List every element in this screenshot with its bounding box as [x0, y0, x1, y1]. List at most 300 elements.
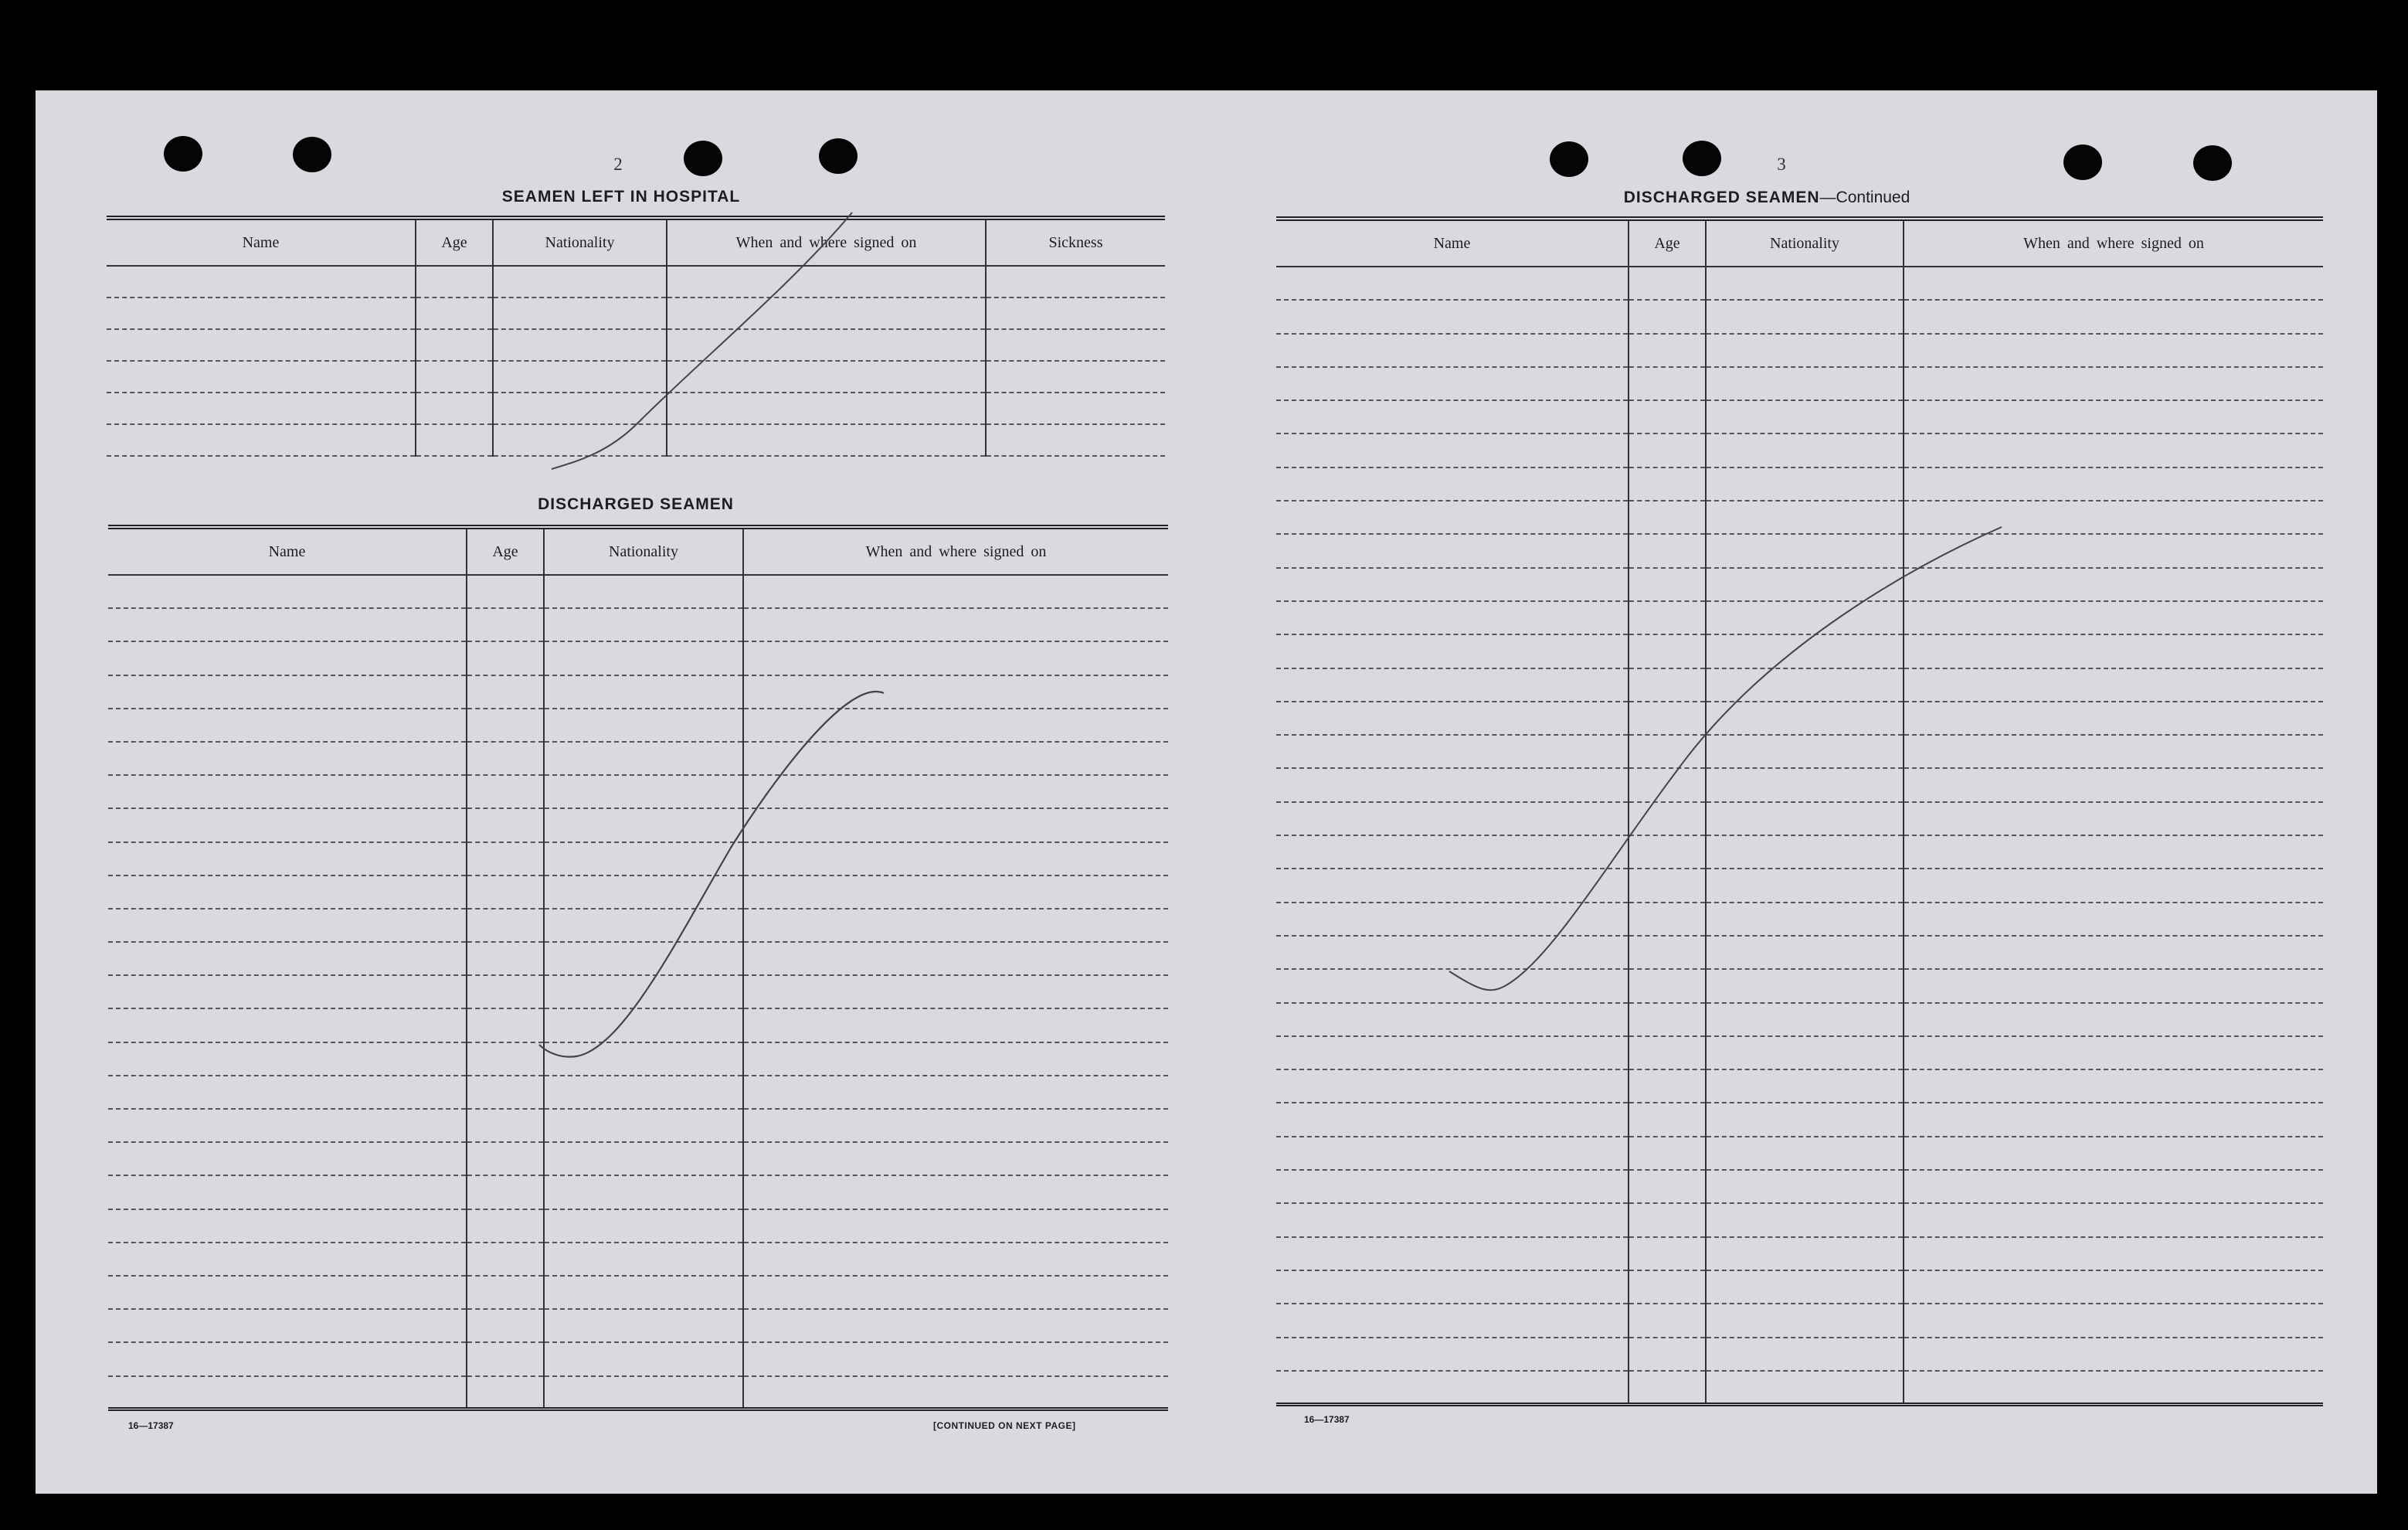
- ledger-cell: [107, 329, 416, 361]
- ledger-cell: [1276, 869, 1629, 902]
- ledger-row: [1276, 400, 2323, 434]
- ledger-cell: [1706, 501, 1904, 534]
- column-header-age: Age: [416, 218, 493, 266]
- ledger-cell: [544, 808, 743, 842]
- ledger-cell: [467, 1309, 544, 1342]
- ledger-cell: [544, 1209, 743, 1243]
- ledger-cell: [544, 1008, 743, 1042]
- ledger-row: [1276, 534, 2323, 567]
- ledger-cell: [467, 709, 544, 742]
- ledger-cell: [743, 808, 1168, 842]
- ledger-cell: [1629, 534, 1706, 567]
- ledger-cell: [743, 1342, 1168, 1375]
- ledger-row: [107, 329, 1165, 361]
- ledger-cell: [108, 1276, 467, 1309]
- punch-hole: [1550, 141, 1588, 177]
- ledger-cell: [743, 675, 1168, 709]
- ledger-cell: [1706, 1338, 1904, 1371]
- ledger-cell: [1629, 1170, 1706, 1203]
- ledger-cell: [107, 266, 416, 298]
- ledger-cell: [416, 266, 493, 298]
- ledger-cell: [107, 424, 416, 456]
- ledger-cell: [986, 298, 1165, 329]
- ledger-cell: [1706, 1170, 1904, 1203]
- ledger-cell: [1904, 1203, 2323, 1236]
- ledger-cell: [1706, 1304, 1904, 1337]
- ledger-cell: [1706, 400, 1904, 434]
- ledger-cell: [986, 266, 1165, 298]
- ledger-cell: [743, 1276, 1168, 1309]
- ledger-cell: [544, 1142, 743, 1175]
- ledger-cell: [467, 842, 544, 876]
- ledger-cell: [1706, 1371, 1904, 1404]
- ledger-cell: [1276, 936, 1629, 969]
- ledger-cell: [667, 266, 986, 298]
- ledger-cell: [743, 1376, 1168, 1409]
- ledger-row: [108, 1175, 1168, 1209]
- ledger-row: [1276, 300, 2323, 333]
- ledger-row: [1276, 568, 2323, 601]
- ledger-cell: [1629, 400, 1706, 434]
- ledger-cell: [1276, 835, 1629, 869]
- ledger-row: [1276, 1170, 2323, 1203]
- ledger-cell: [1276, 702, 1629, 735]
- punch-hole: [1683, 141, 1721, 176]
- page-number: 3: [1777, 155, 1786, 174]
- ledger-cell: [467, 775, 544, 808]
- ledger-row: [107, 298, 1165, 329]
- ledger-cell: [107, 361, 416, 393]
- ledger-cell: [667, 329, 986, 361]
- ledger-cell: [467, 1076, 544, 1109]
- ledger-cell: [1904, 300, 2323, 333]
- ledger-cell: [544, 709, 743, 742]
- ledger-row: [107, 393, 1165, 424]
- ledger-cell: [544, 975, 743, 1008]
- ledger-cell: [1629, 1304, 1706, 1337]
- ledger-cell: [1276, 501, 1629, 534]
- ledger-cell: [108, 742, 467, 775]
- ledger-cell: [1629, 334, 1706, 367]
- continued-label: —Continued: [1819, 189, 1910, 206]
- ledger-cell: [544, 575, 743, 608]
- ledger-cell: [667, 424, 986, 456]
- ledger-row: [107, 424, 1165, 456]
- ledger-cell: [1276, 267, 1629, 300]
- column-header-age: Age: [1629, 219, 1706, 267]
- ledger-cell: [1276, 300, 1629, 333]
- ledger-cell: [1276, 1371, 1629, 1404]
- ledger-cell: [1904, 1270, 2323, 1304]
- ledger-cell: [1629, 702, 1706, 735]
- ledger-cell: [108, 1342, 467, 1375]
- ledger-cell: [1706, 601, 1904, 634]
- ledger-row: [1276, 869, 2323, 902]
- ledger-cell: [743, 1042, 1168, 1076]
- ledger-row: [1276, 735, 2323, 768]
- ledger-cell: [108, 775, 467, 808]
- ledger-row: [1276, 702, 2323, 735]
- ledger-cell: [1629, 869, 1706, 902]
- ledger-row: [1276, 367, 2323, 400]
- ledger-cell: [1629, 1137, 1706, 1170]
- ledger-cell: [493, 361, 667, 393]
- column-header-age: Age: [467, 527, 544, 575]
- ledger-cell: [743, 1175, 1168, 1209]
- discharged-table: [108, 525, 1168, 1411]
- ledger-cell: [1904, 802, 2323, 835]
- ledger-row: [108, 675, 1168, 709]
- ledger-cell: [667, 393, 986, 424]
- ledger-cell: [1276, 735, 1629, 768]
- ledger-row: [1276, 969, 2323, 1002]
- ledger-cell: [743, 742, 1168, 775]
- ledger-cell: [108, 975, 467, 1008]
- ledger-cell: [1706, 802, 1904, 835]
- ledger-cell: [1629, 1371, 1706, 1404]
- ledger-row: [1276, 768, 2323, 801]
- ledger-row: [1276, 634, 2323, 668]
- ledger-cell: [107, 298, 416, 329]
- ledger-cell: [544, 675, 743, 709]
- ledger-cell: [1904, 768, 2323, 801]
- ledger-cell: [1629, 468, 1706, 501]
- ledger-row: [108, 775, 1168, 808]
- ledger-cell: [1629, 434, 1706, 467]
- column-header-nationality: Nationality: [544, 527, 743, 575]
- ledger-row: [1276, 802, 2323, 835]
- punch-hole: [2063, 144, 2102, 180]
- ledger-cell: [544, 1243, 743, 1276]
- ledger-cell: [1276, 1103, 1629, 1136]
- ledger-cell: [1904, 869, 2323, 902]
- ledger-cell: [1276, 1203, 1629, 1236]
- ledger-cell: [743, 608, 1168, 641]
- ledger-cell: [743, 641, 1168, 675]
- ledger-cell: [1629, 1103, 1706, 1136]
- ledger-cell: [743, 1243, 1168, 1276]
- ledger-cell: [544, 842, 743, 876]
- ledger-cell: [1706, 936, 1904, 969]
- ledger-cell: [1629, 969, 1706, 1002]
- ledger-cell: [1706, 1237, 1904, 1270]
- ledger-cell: [743, 1209, 1168, 1243]
- ledger-cell: [467, 1209, 544, 1243]
- ledger-cell: [1706, 668, 1904, 702]
- ledger-cell: [467, 1008, 544, 1042]
- ledger-cell: [743, 1109, 1168, 1142]
- ledger-row: [108, 975, 1168, 1008]
- ledger-cell: [416, 298, 493, 329]
- ledger-cell: [1629, 568, 1706, 601]
- ledger-cell: [544, 608, 743, 641]
- ledger-cell: [1904, 1003, 2323, 1036]
- ledger-row: [108, 876, 1168, 909]
- ledger-cell: [467, 1175, 544, 1209]
- ledger-cell: [1276, 400, 1629, 434]
- ledger-cell: [1629, 1069, 1706, 1103]
- ledger-cell: [1276, 1036, 1629, 1069]
- ledger-cell: [467, 1342, 544, 1375]
- ledger-row: [108, 1042, 1168, 1076]
- ledger-cell: [467, 675, 544, 709]
- column-header-name: Name: [108, 527, 467, 575]
- ledger-cell: [416, 393, 493, 424]
- punch-hole: [684, 141, 722, 176]
- ledger-cell: [1904, 1036, 2323, 1069]
- ledger-cell: [743, 842, 1168, 876]
- ledger-row: [1276, 334, 2323, 367]
- ledger-cell: [1904, 400, 2323, 434]
- ledger-cell: [1706, 1203, 1904, 1236]
- ledger-row: [108, 1309, 1168, 1342]
- ledger-cell: [1629, 1203, 1706, 1236]
- ledger-cell: [1904, 735, 2323, 768]
- ledger-row: [108, 641, 1168, 675]
- ledger-row: [108, 1376, 1168, 1409]
- ledger-row: [1276, 1304, 2323, 1337]
- ledger-cell: [1276, 1069, 1629, 1103]
- ledger-cell: [467, 1376, 544, 1409]
- ledger-cell: [1904, 668, 2323, 702]
- ledger-cell: [544, 742, 743, 775]
- ledger-row: [108, 1142, 1168, 1175]
- ledger-cell: [1276, 367, 1629, 400]
- ledger-cell: [544, 876, 743, 909]
- ledger-cell: [667, 361, 986, 393]
- page-number: 2: [613, 155, 623, 174]
- ledger-cell: [1629, 1036, 1706, 1069]
- ledger-cell: [743, 1309, 1168, 1342]
- ledger-cell: [1706, 334, 1904, 367]
- ledger-cell: [743, 1142, 1168, 1175]
- ledger-cell: [493, 329, 667, 361]
- ledger-cell: [1629, 1003, 1706, 1036]
- ledger-cell: [1629, 802, 1706, 835]
- ledger-cell: [743, 942, 1168, 975]
- ledger-cell: [1904, 1170, 2323, 1203]
- column-header-name: Name: [1276, 219, 1629, 267]
- ledger-row: [108, 942, 1168, 975]
- ledger-cell: [1276, 903, 1629, 936]
- ledger-sheet: [36, 90, 2377, 1494]
- column-header-name: Name: [107, 218, 416, 266]
- ledger-cell: [467, 1142, 544, 1175]
- ledger-row: [1276, 267, 2323, 300]
- ledger-cell: [544, 1342, 743, 1375]
- ledger-cell: [1904, 334, 2323, 367]
- ledger-cell: [1276, 1237, 1629, 1270]
- ledger-cell: [108, 1175, 467, 1209]
- ledger-cell: [743, 709, 1168, 742]
- ledger-row: [108, 1243, 1168, 1276]
- ledger-cell: [493, 424, 667, 456]
- ledger-cell: [1706, 735, 1904, 768]
- ledger-cell: [667, 298, 986, 329]
- ledger-row: [1276, 1371, 2323, 1404]
- ledger-cell: [743, 575, 1168, 608]
- ledger-cell: [1904, 634, 2323, 668]
- ledger-row: [108, 1109, 1168, 1142]
- ledger-cell: [1904, 434, 2323, 467]
- ledger-cell: [108, 1376, 467, 1409]
- discharged-section-title: DISCHARGED SEAMEN: [538, 495, 734, 513]
- ledger-cell: [1706, 1003, 1904, 1036]
- punch-hole: [164, 136, 202, 172]
- ledger-cell: [467, 909, 544, 942]
- ledger-row: [1276, 434, 2323, 467]
- ledger-cell: [1276, 434, 1629, 467]
- ledger-cell: [1629, 634, 1706, 668]
- ledger-row: [1276, 835, 2323, 869]
- ledger-cell: [1629, 835, 1706, 869]
- ledger-cell: [467, 876, 544, 909]
- ledger-cell: [1629, 1338, 1706, 1371]
- ledger-cell: [1706, 434, 1904, 467]
- ledger-cell: [1904, 903, 2323, 936]
- ledger-cell: [1629, 936, 1706, 969]
- discharged-continued-title: [1624, 189, 1910, 207]
- ledger-cell: [1904, 1304, 2323, 1337]
- ledger-row: [1276, 501, 2323, 534]
- ledger-cell: [1706, 267, 1904, 300]
- ledger-row: [108, 742, 1168, 775]
- ledger-cell: [108, 842, 467, 876]
- ledger-row: [1276, 468, 2323, 501]
- ledger-cell: [1706, 969, 1904, 1002]
- ledger-cell: [1706, 300, 1904, 333]
- ledger-cell: [1706, 702, 1904, 735]
- ledger-cell: [1904, 601, 2323, 634]
- ledger-row: [1276, 1338, 2323, 1371]
- ledger-cell: [108, 675, 467, 709]
- ledger-cell: [467, 942, 544, 975]
- ledger-row: [108, 1209, 1168, 1243]
- ledger-row: [107, 266, 1165, 298]
- ledger-cell: [1706, 835, 1904, 869]
- ledger-cell: [1904, 501, 2323, 534]
- ledger-cell: [108, 1008, 467, 1042]
- column-header-signed-on: When and where signed on: [1904, 219, 2323, 267]
- ledger-cell: [467, 975, 544, 1008]
- ledger-cell: [467, 742, 544, 775]
- ledger-row: [108, 1008, 1168, 1042]
- ledger-cell: [1276, 1003, 1629, 1036]
- ledger-cell: [1904, 468, 2323, 501]
- ledger-row: [1276, 1003, 2323, 1036]
- ledger-cell: [467, 608, 544, 641]
- ledger-cell: [1706, 1069, 1904, 1103]
- ledger-cell: [544, 1276, 743, 1309]
- ledger-cell: [743, 909, 1168, 942]
- ledger-row: [1276, 936, 2323, 969]
- ledger-cell: [467, 808, 544, 842]
- ledger-cell: [544, 1376, 743, 1409]
- ledger-cell: [1706, 903, 1904, 936]
- ledger-cell: [544, 1042, 743, 1076]
- ledger-cell: [544, 909, 743, 942]
- ledger-cell: [1276, 1304, 1629, 1337]
- ledger-cell: [1276, 668, 1629, 702]
- ledger-cell: [1276, 634, 1629, 668]
- ledger-cell: [1629, 668, 1706, 702]
- ledger-row: [108, 608, 1168, 641]
- ledger-row: [108, 1076, 1168, 1109]
- ledger-cell: [108, 1209, 467, 1243]
- ledger-cell: [1629, 367, 1706, 400]
- ledger-row: [1276, 668, 2323, 702]
- ledger-cell: [493, 298, 667, 329]
- ledger-cell: [1706, 1270, 1904, 1304]
- ledger-cell: [1629, 601, 1706, 634]
- ledger-cell: [1629, 300, 1706, 333]
- punch-hole: [293, 137, 331, 172]
- ledger-cell: [416, 329, 493, 361]
- ledger-cell: [1276, 568, 1629, 601]
- ledger-cell: [1276, 969, 1629, 1002]
- ledger-cell: [544, 942, 743, 975]
- ledger-cell: [108, 709, 467, 742]
- ledger-cell: [1629, 1270, 1706, 1304]
- ledger-cell: [1276, 601, 1629, 634]
- discharged-continued-table: [1276, 216, 2323, 1406]
- column-header-nationality: Nationality: [493, 218, 667, 266]
- ledger-cell: [108, 575, 467, 608]
- ledger-cell: [108, 876, 467, 909]
- ledger-row: [108, 1342, 1168, 1375]
- ledger-cell: [1706, 869, 1904, 902]
- continued-note: [CONTINUED ON NEXT PAGE]: [933, 1420, 1076, 1431]
- ledger-cell: [1904, 1137, 2323, 1170]
- column-header-signed-on: When and where signed on: [667, 218, 986, 266]
- hospital-table: [107, 216, 1165, 457]
- form-number: 16—17387: [1304, 1414, 1350, 1425]
- ledger-row: [1276, 1270, 2323, 1304]
- ledger-cell: [544, 1309, 743, 1342]
- ledger-row: [1276, 1103, 2323, 1136]
- ledger-cell: [544, 1076, 743, 1109]
- ledger-cell: [1629, 267, 1706, 300]
- ledger-row: [108, 808, 1168, 842]
- ledger-cell: [1904, 1069, 2323, 1103]
- ledger-row: [108, 842, 1168, 876]
- ledger-cell: [108, 1042, 467, 1076]
- ledger-cell: [1276, 1270, 1629, 1304]
- ledger-cell: [416, 361, 493, 393]
- ledger-cell: [467, 1243, 544, 1276]
- ledger-cell: [1706, 367, 1904, 400]
- ledger-row: [1276, 903, 2323, 936]
- ledger-cell: [1904, 1338, 2323, 1371]
- ledger-cell: [1276, 1338, 1629, 1371]
- ledger-cell: [1276, 1170, 1629, 1203]
- ledger-cell: [1276, 468, 1629, 501]
- ledger-cell: [1276, 768, 1629, 801]
- ledger-cell: [467, 641, 544, 675]
- ledger-cell: [1904, 1371, 2323, 1404]
- ledger-cell: [1276, 802, 1629, 835]
- ledger-row: [108, 1276, 1168, 1309]
- ledger-cell: [1629, 903, 1706, 936]
- ledger-cell: [986, 393, 1165, 424]
- column-header-nationality: Nationality: [1706, 219, 1904, 267]
- ledger-cell: [108, 1076, 467, 1109]
- ledger-cell: [107, 393, 416, 424]
- ledger-cell: [986, 361, 1165, 393]
- ledger-row: [108, 909, 1168, 942]
- punch-hole: [2193, 145, 2232, 181]
- ledger-cell: [544, 1175, 743, 1209]
